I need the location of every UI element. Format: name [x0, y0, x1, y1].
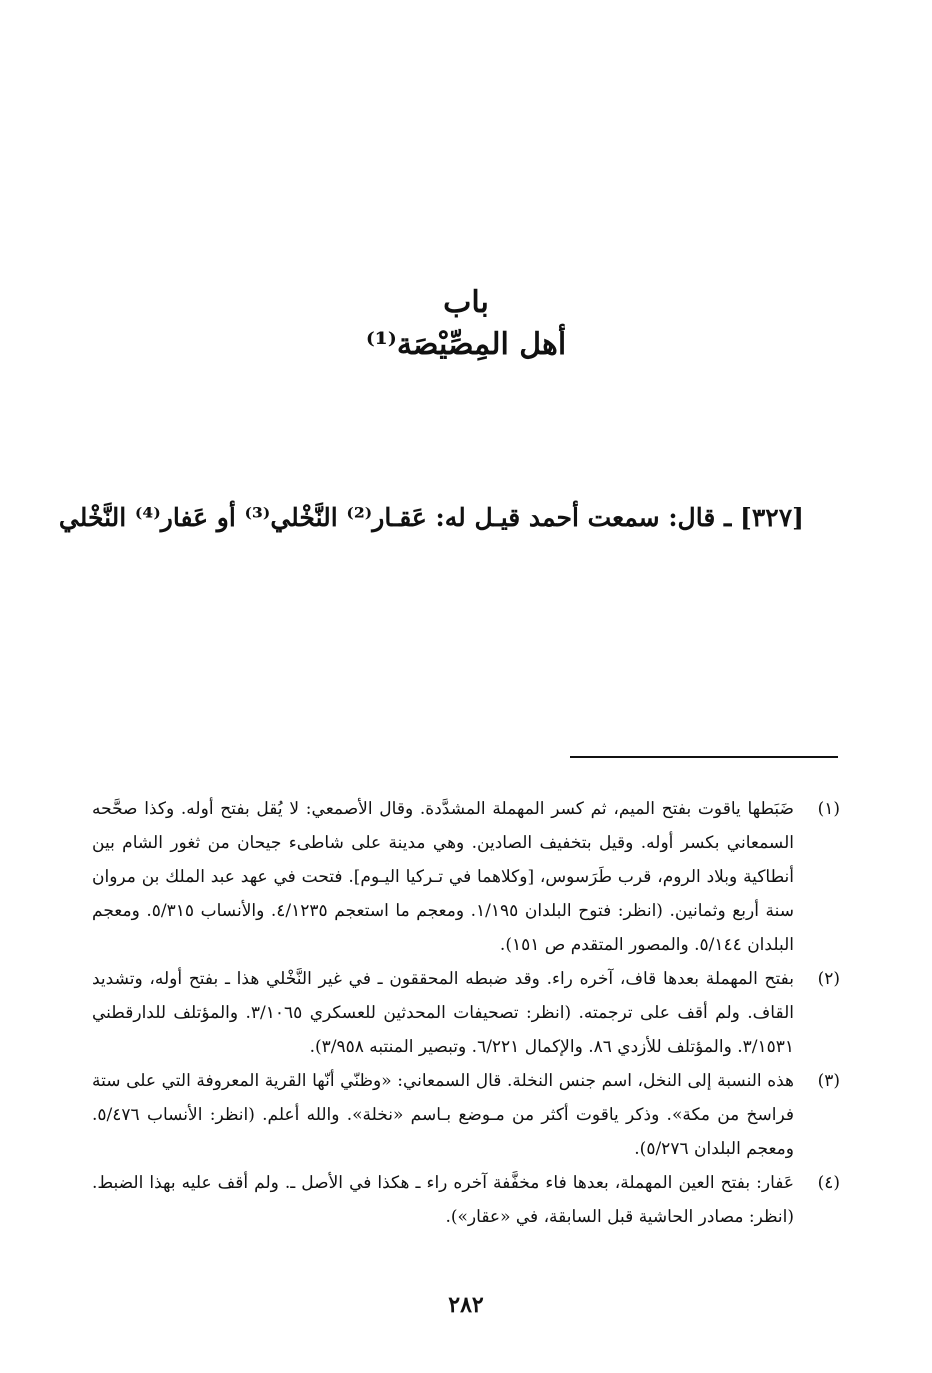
footnote-text: هذه النسبة إلى النخل، اسم جنس النخلة. قال السمعاني: «وظنّي أنّها القرية المعروفة التي على ستة فراسخ من مكة». وذكر ياقوت أكثر من مـوضع بـاسم «نخلة». والله أعلم. (انظر: الأنساب ٥/٤٧٦. ومعجم البلدان ٥/٢٧٦). — [92, 1071, 794, 1159]
footnotes — [92, 792, 840, 1234]
footnote-number: (٤) — [817, 1173, 840, 1193]
narration-entry: [٣٢٧] ـ قال: سمعت أحمد قيـل له: عَقـار⁽²⁾ النَّخْلي⁽³⁾ أو عَفار⁽⁴⁾ النَّخْلي — [58, 503, 804, 532]
footnote-number: (٢) — [817, 969, 840, 989]
footnote-number: (١) — [817, 799, 840, 819]
page-number: ٢٨٢ — [448, 1292, 484, 1318]
chapter-title-line-1: باب — [443, 285, 489, 320]
footnote-3 — [92, 1064, 840, 1166]
footnote-1 — [92, 792, 840, 962]
footnote-number: (٣) — [817, 1071, 840, 1091]
chapter-title-line-2: أهل المِصِّيْصَة⁽¹⁾ — [365, 327, 567, 362]
footnote-separator — [570, 756, 838, 758]
footnote-text: عَفار: بفتح العين المهملة، بعدها فاء مخفَّفة آخره راء ـ هكذا في الأصل ـ. ولم أقف عليه بهذا الضبط. (انظر: مصادر الحاشية قبل السابقة، في «عقار»). — [92, 1173, 794, 1227]
footnote-text: ضَبَطها ياقوت بفتح الميم، ثم كسر المهملة المشدَّدة. وقال الأصمعي: لا يُقل بفتح أوله. وكذا صحَّحه السمعاني بكسر أوله. وقيل بتخفيف الصادين. وهي مدينة على شاطىء جيحان من ثغور الشام بين أنطاكية وبلاد الروم، قرب طَرَسوس، [وكلاهما في تـركيا اليـوم]. فتحت في عهد عبد الملك بن مروان سنة أربع وثمانين. (انظر: فتوح البلدان ١/١٩٥. ومعجم ما استعجم ٤/١٢٣٥. والأنساب ٥/٣١٥. ومعجم البلدان ٥/١٤٤. والمصور المتقدم ص ١٥١). — [92, 799, 794, 955]
footnote-text: بفتح المهملة بعدها قاف، آخره راء. وقد ضبطه المحققون ـ في غير النَّخْلي هذا ـ بفتح أوله، وتشديد القاف. ولم أقف على ترجمته. (انظر: تصحيفات المحدثين للعسكري ٣/١٠٦٥. والمؤتلف للدارقطني ٣/١٥٣١. والمؤتلف للأزدي ٨٦. والإكمال ٦/٢٢١. وتبصير المنتبه ٣/٩٥٨). — [92, 969, 794, 1057]
footnote-2 — [92, 962, 840, 1064]
chapter-title — [0, 282, 932, 366]
footnote-4 — [92, 1166, 840, 1234]
